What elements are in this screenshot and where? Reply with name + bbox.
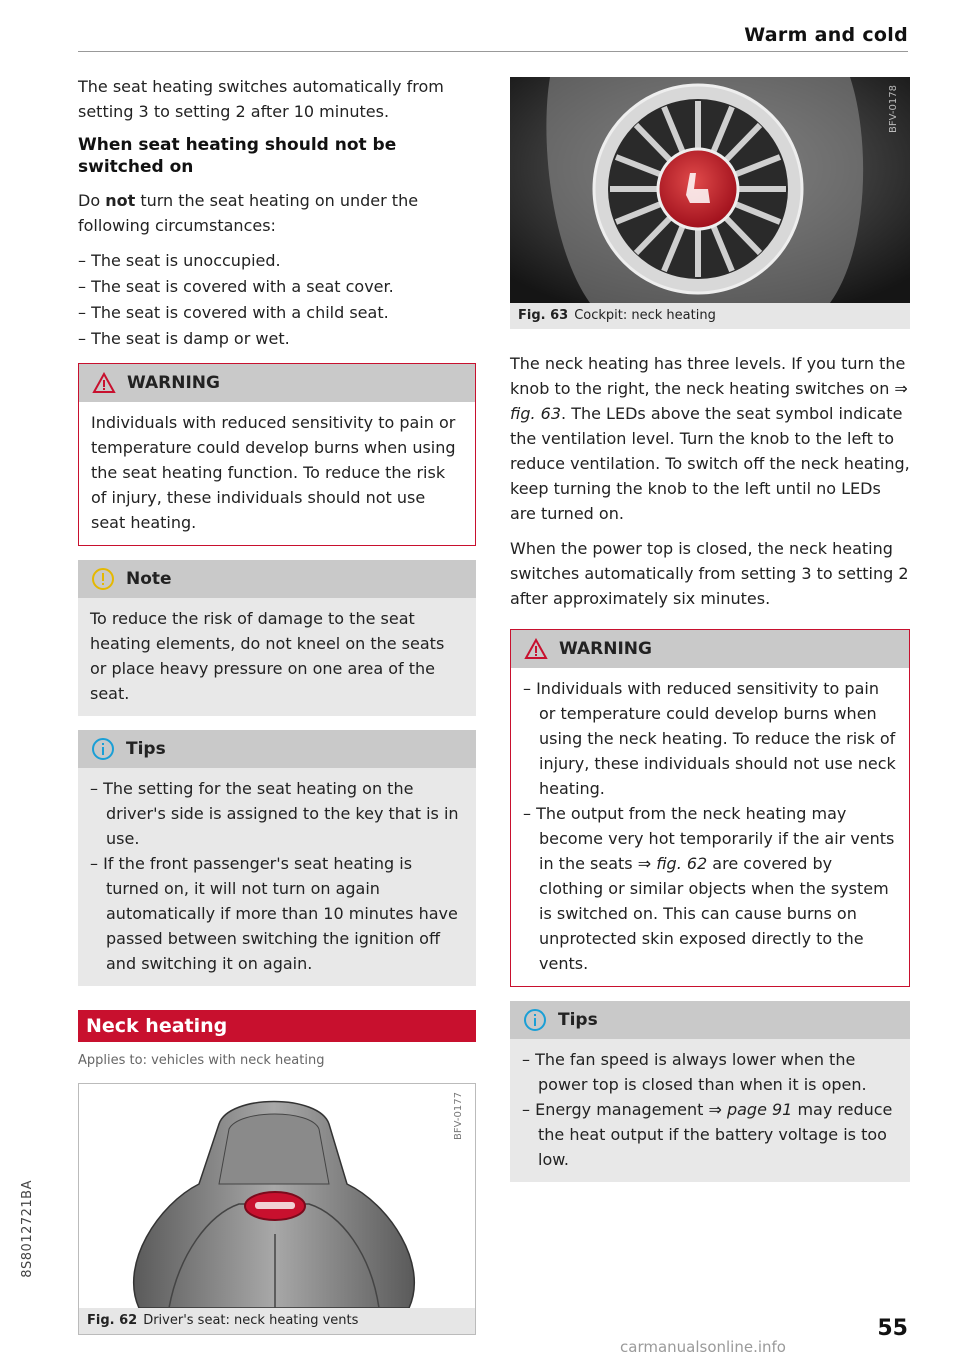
list-item: – The seat is covered with a seat cover.: [78, 277, 394, 296]
neck-levels-text-a: The neck heating has three levels. If you turn the knob to the right, the neck heating switches on: [510, 354, 906, 398]
figure-caption: [79, 1308, 475, 1334]
fig63-reference-link[interactable]: ⇒ fig. 63: [510, 379, 908, 423]
list-item: – The setting for the seat heating on the driver's side is assigned to the key that is in use.: [90, 779, 459, 848]
subheading-not-switched-on: When seat heating should not be switched on: [78, 135, 397, 177]
warning-body: Individuals with reduced sensitivity to pain or temperature could develop burns when using the seat heating function. To reduce the risk of injury, these individuals should not use seat heating.: [79, 402, 475, 545]
tips-body: [510, 1039, 910, 1182]
tips-header: [510, 1001, 910, 1039]
note-title: Note: [126, 568, 172, 589]
vent-illustration: [510, 77, 910, 303]
seat-illustration: [79, 1084, 475, 1308]
warning-list: [523, 676, 897, 976]
page-header-title: Warm and cold: [744, 24, 908, 46]
power-top-paragraph: When the power top is closed, the neck heating switches automatically from setting 3 to setting 2 after approximately six minutes.: [510, 539, 909, 608]
warning-title: WARNING: [127, 372, 220, 393]
warning-triangle-icon: [91, 370, 117, 396]
warning-title: WARNING: [559, 638, 652, 659]
note-body: To reduce the risk of damage to the seat heating elements, do not kneel on the seats or place heavy pressure on one area of the seat.: [78, 598, 476, 716]
vent-image: [510, 77, 910, 303]
figure-number: Fig. 62: [87, 1313, 138, 1328]
figure-62: [78, 1083, 476, 1335]
list-item: – The seat is unoccupied.: [78, 251, 281, 270]
tips-box-seat: [78, 730, 476, 986]
info-icon: [522, 1007, 548, 1033]
note-box: [78, 560, 476, 716]
list-item: – Individuals with reduced sensitivity to pain or temperature could develop burns when using the neck heating. To reduce the risk of injury, these individuals should not use neck heating.: [523, 679, 896, 798]
do-suffix: turn the seat heating on under the following circumstances:: [78, 191, 419, 235]
figure-caption-text: Cockpit: neck heating: [574, 308, 716, 323]
info-icon: [90, 736, 116, 762]
tips-header: [78, 730, 476, 768]
page-number: 55: [877, 1316, 908, 1341]
page91-reference-link[interactable]: ⇒ page 91: [708, 1100, 793, 1119]
tips-list: [522, 1047, 898, 1172]
document-code: 8S8012721BA: [20, 1180, 35, 1278]
tips-box-neck: [510, 1001, 910, 1182]
watermark-text: carmanualsonline.info: [620, 1338, 786, 1356]
figure-caption: [510, 303, 910, 329]
header-rule: [78, 51, 908, 52]
left-column: [78, 74, 476, 1335]
fig62-reference-link[interactable]: ⇒ fig. 62: [637, 854, 708, 873]
figure-caption-text: Driver's seat: neck heating vents: [143, 1313, 359, 1328]
conditions-list: [78, 248, 476, 351]
list-item: – The fan speed is always lower when the power top is closed than when it is open.: [522, 1050, 867, 1094]
do-prefix: Do: [78, 191, 106, 210]
neck-levels-paragraph: [510, 351, 910, 526]
list-item: – The seat is covered with a child seat.: [78, 303, 389, 322]
seat-image: [79, 1084, 475, 1308]
warning-header: [79, 364, 475, 402]
tips-title: Tips: [126, 738, 166, 759]
figure-id: BFV-0177: [453, 1092, 464, 1140]
tips-item2-text-b: may reduce the heat output if the battery voltage is too low.: [538, 1100, 893, 1169]
intro-paragraph: The seat heating switches automatically from setting 3 to setting 2 after 10 minutes.: [78, 77, 444, 121]
warning-header: [511, 630, 909, 668]
warning-box-neck: [510, 629, 910, 987]
warning-box-seat: [78, 363, 476, 546]
note-header: [78, 560, 476, 598]
figure-number: Fig. 63: [518, 308, 569, 323]
do-not-emphasis: not: [105, 191, 136, 210]
applies-to-text: Applies to: vehicles with neck heating: [78, 1053, 325, 1068]
list-item: – If the front passenger's seat heating is turned on, it will not turn on again automatically if more than 10 minutes have passed between switching the ignition off and switching it on again.: [90, 854, 458, 973]
warning-item2-text-a: – The output from the neck heating may become very hot temporarily if the air vents in the seats: [523, 804, 895, 873]
warning-triangle-icon: [523, 636, 549, 662]
figure-id: BFV-0178: [888, 85, 899, 133]
warning-body: [511, 668, 909, 986]
do-not-paragraph: [78, 188, 476, 238]
list-item: – The seat is damp or wet.: [78, 329, 290, 348]
neck-levels-text-b: . The LEDs above the seat symbol indicate the ventilation level. Turn the knob to the left to reduce ventilation. To switch off the neck heating, keep turning the knob to the left until no LEDs are turned on.: [510, 404, 910, 523]
note-exclamation-icon: [90, 566, 116, 592]
tips-title: Tips: [558, 1009, 598, 1030]
list-item: [522, 1097, 898, 1172]
tips-list: [90, 776, 464, 976]
warning-item2-text-b: are covered by clothing or similar objects when the system is switched on. This can cause burns on unprotected skin exposed directly to the vents.: [539, 854, 889, 973]
section-title-neck-heating: Neck heating: [78, 1010, 476, 1042]
tips-item2-text-a: – Energy management: [522, 1100, 709, 1119]
right-column: [510, 77, 910, 1196]
list-item: [523, 801, 897, 976]
figure-63: [510, 77, 910, 329]
tips-body: [78, 768, 476, 986]
